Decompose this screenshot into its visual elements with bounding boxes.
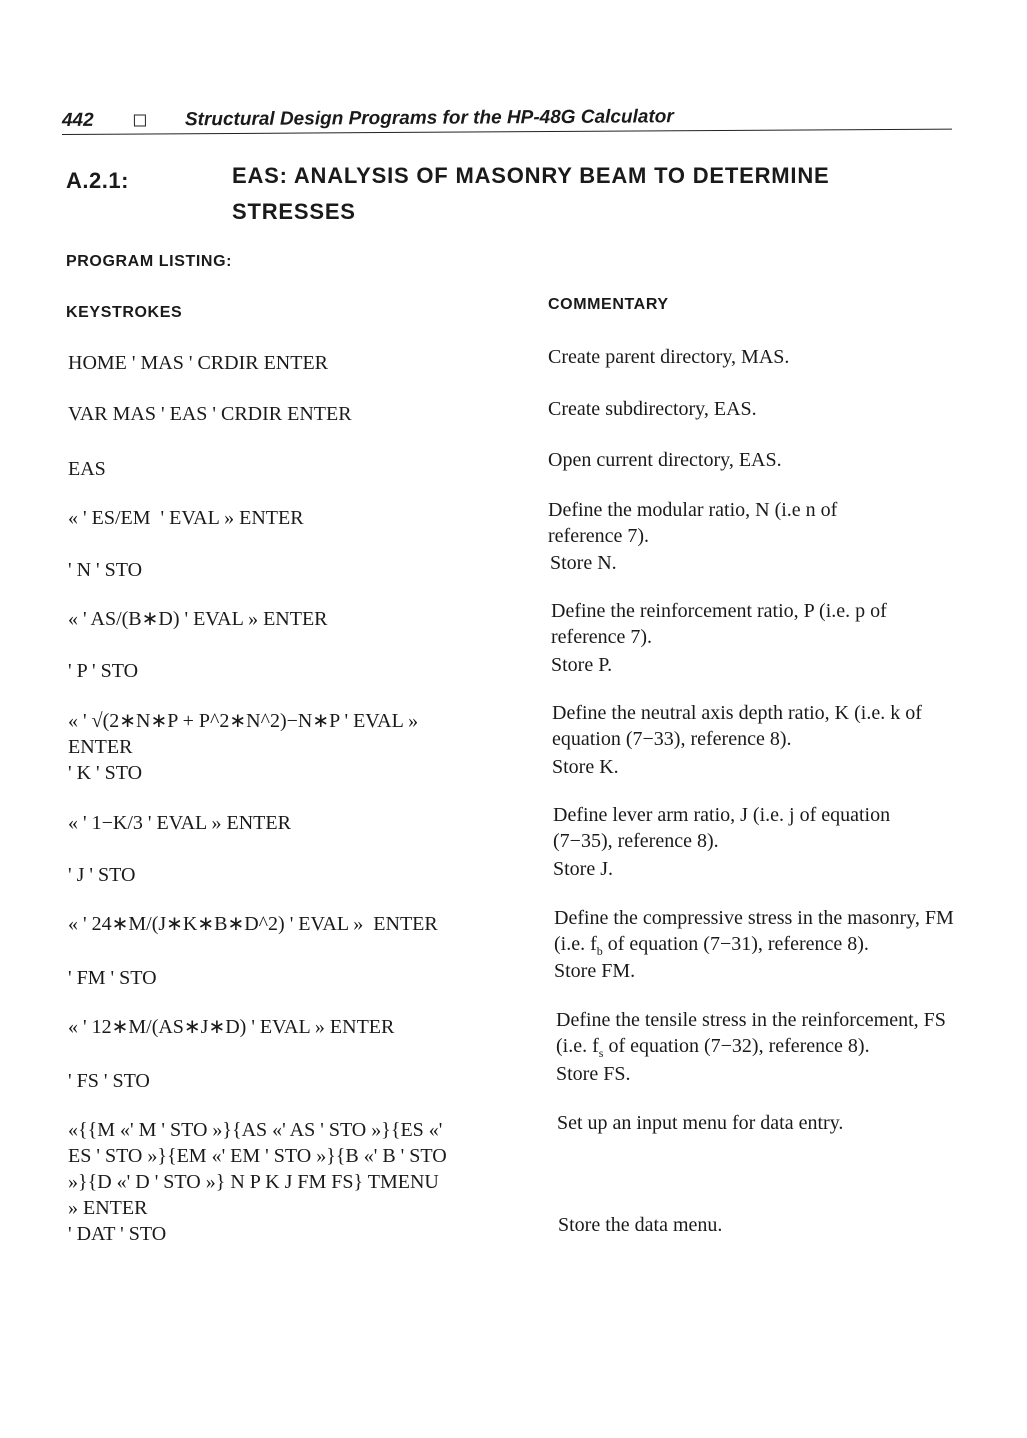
keystroke-line: « ' 12∗M/(AS∗J∗D) ' EVAL » ENTER (68, 1016, 395, 1038)
commentary-text: Define the compressive stress in the masonry, FM (i.e. f (554, 907, 954, 955)
commentary-line: Store K. (552, 756, 619, 778)
commentary-line: Define the reinforcement ratio, P (i.e. p of reference 7). (551, 600, 887, 648)
keystroke-line: ' FS ' STO (68, 1070, 150, 1092)
keystroke-line: « ' √(2∗N∗P + P^2∗N^2)−N∗P ' EVAL » ENTER ' K ' STO (68, 710, 419, 784)
subscript-s: s (598, 1046, 604, 1060)
section-title: EAS: ANALYSIS OF MASONRY BEAM TO DETERMINE STRESSES (232, 163, 830, 224)
keystroke-line: ' N ' STO (68, 559, 143, 581)
commentary-line: Store P. (551, 654, 613, 676)
keystroke-line: VAR MAS ' EAS ' CRDIR ENTER (68, 403, 352, 425)
square-bullet-icon (134, 114, 146, 126)
commentary-line: Store N. (550, 552, 617, 574)
running-header (62, 101, 952, 135)
keystroke-line: ' P ' STO (68, 660, 139, 682)
subscript-b: b (596, 944, 603, 958)
keystrokes-heading: KEYSTROKES (66, 304, 183, 321)
commentary-line: Store J. (553, 858, 613, 880)
keystroke-line: ' J ' STO (68, 864, 136, 886)
keystroke-line: ' FM ' STO (68, 967, 157, 989)
keystroke-line: «{{M «' M ' STO »}{AS «' AS ' STO »}{ES «' ES ' STO »}{EM «' EM ' STO »}{B «' B ' STO »}{D «' D ' STO »} N P K J FM FS} TMENU » ENTER ' DAT ' STO (68, 1119, 447, 1245)
commentary-heading: COMMENTARY (548, 296, 669, 313)
commentary-line: Define lever arm ratio, J (i.e. j of equation (7−35), reference 8). (553, 804, 891, 852)
commentary-line: Create parent directory, MAS. (548, 346, 790, 368)
section-number: A.2.1: (66, 168, 129, 193)
commentary-line: Define the neutral axis depth ratio, K (i.e. k of equation (7−33), reference 8). (552, 702, 922, 750)
program-listing-heading: PROGRAM LISTING: (66, 253, 233, 270)
keystroke-line: HOME ' MAS ' CRDIR ENTER (68, 352, 328, 374)
keystroke-line: « ' 1−K/3 ' EVAL » ENTER (68, 812, 291, 834)
commentary-text: of equation (7−31), reference 8). (602, 933, 869, 955)
commentary-line: Create subdirectory, EAS. (548, 398, 757, 420)
keystroke-line: « ' ES/EM ' EVAL » ENTER (68, 507, 304, 529)
keystroke-line: « ' AS/(B∗D) ' EVAL » ENTER (68, 608, 328, 630)
keystroke-line: « ' 24∗M/(J∗K∗B∗D^2) ' EVAL » ENTER (68, 913, 438, 935)
keystroke-line: EAS (68, 458, 106, 480)
commentary-line: Store FM. (554, 960, 636, 982)
commentary-text: of equation (7−32), reference 8). (603, 1035, 870, 1057)
book-title: Structural Design Programs for the HP-48G Calculator (184, 106, 674, 131)
commentary-line: Store FS. (556, 1063, 631, 1085)
page-number: 442 (61, 109, 94, 132)
commentary-line: Open current directory, EAS. (548, 449, 782, 471)
commentary-line: Set up an input menu for data entry. (557, 1112, 844, 1134)
commentary-text: Define the tensile stress in the reinforcement, FS (i.e. f (556, 1009, 946, 1057)
commentary-line (554, 905, 974, 964)
commentary-line: Store the data menu. (558, 1214, 723, 1236)
commentary-line (556, 1007, 976, 1066)
commentary-line: Define the modular ratio, N (i.e n of reference 7). (548, 499, 838, 547)
